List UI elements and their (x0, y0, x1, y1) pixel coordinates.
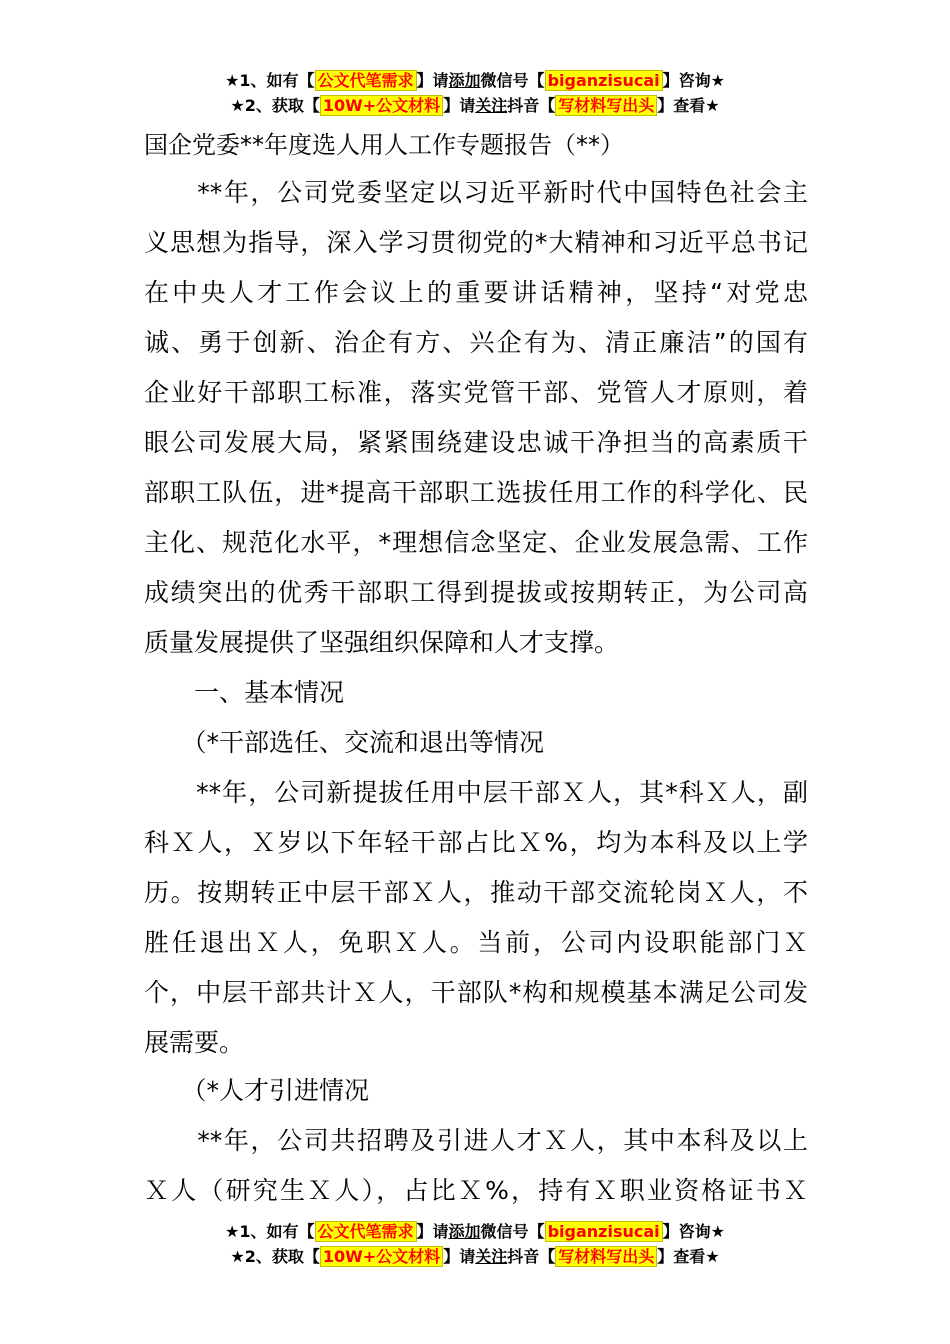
body-line: 诚、勇于创新、治企有方、兴企有为、清正廉洁”的国有 (144, 328, 808, 357)
banner-underlined-text: 添加 (448, 1222, 481, 1241)
banner-highlight: 公文代笔需求 (315, 70, 417, 91)
body-line: 部职工队伍，进*提高干部职工选拔任用工作的科学化、民 (144, 478, 808, 507)
banner-highlight: 写材料写出头 (555, 95, 657, 116)
body-line: 个，中层干部共计Ｘ人，干部队*构和规模基本满足公司发 (144, 978, 808, 1007)
banner-highlight: 公文代笔需求 (315, 1221, 417, 1242)
banner-text: 】请 (416, 1222, 449, 1241)
banner-text: 】请 (416, 71, 449, 90)
subsection-heading: （*干部选任、交流和退出等情况 (144, 728, 545, 757)
banner-text: 】查看★ (657, 96, 720, 115)
banner-line-2 (0, 93, 950, 118)
banner-highlight: 10W+公文材料 (320, 1246, 443, 1267)
body-line: 质量发展提供了坚强组织保障和人才支撑。 (144, 628, 620, 657)
banner-highlight: 10W+公文材料 (320, 95, 443, 116)
banner-text: 】咨询★ (662, 1222, 725, 1241)
body-line: 义思想为指导，深入学习贯彻党的*大精神和习近平总书记 (144, 228, 808, 257)
banner-text: ★2、获取【 (230, 96, 320, 115)
banner-underlined-text: 关注 (475, 96, 508, 115)
banner-highlight: biganzisucai (545, 70, 663, 91)
body-line: **年，公司新提拔任用中层干部Ｘ人，其*科Ｘ人，副 (144, 778, 808, 807)
body-line: 在中央人才工作会议上的重要讲话精神，坚持“对党忠 (144, 278, 808, 307)
banner-text: 微信号【 (480, 1222, 545, 1241)
section-heading: 一、基本情况 (144, 678, 345, 707)
body-line: 成绩突出的优秀干部职工得到提拔或按期转正，为公司高 (144, 578, 808, 607)
body-line: 历。按期转正中层干部Ｘ人，推动干部交流轮岗Ｘ人，不 (144, 878, 808, 907)
banner-text: ★1、如有【 (225, 1222, 315, 1241)
top-banner (0, 68, 950, 118)
body-line: 展需要。 (144, 1028, 245, 1057)
banner-text: 微信号【 (480, 71, 545, 90)
body-line: 企业好干部职工标准，落实党管干部、党管人才原则，着 (144, 378, 808, 407)
banner-underlined-text: 关注 (475, 1247, 508, 1266)
banner-line-2 (0, 1244, 950, 1269)
banner-text: 抖音【 (507, 96, 556, 115)
banner-text: 】查看★ (657, 1247, 720, 1266)
banner-text: 】请 (443, 1247, 476, 1266)
subsection-heading: （*人才引进情况 (144, 1076, 370, 1105)
banner-line-1 (0, 1219, 950, 1244)
banner-highlight: biganzisucai (545, 1221, 663, 1242)
banner-underlined-text: 添加 (448, 71, 481, 90)
document-title: 国企党委**年度选人用人工作专题报告（**） (144, 131, 624, 159)
banner-text: ★2、获取【 (230, 1247, 320, 1266)
banner-highlight: 写材料写出头 (555, 1246, 657, 1267)
body-line: 科Ｘ人，Ｘ岁以下年轻干部占比Ｘ%，均为本科及以上学 (144, 828, 808, 857)
banner-line-1 (0, 68, 950, 93)
banner-text: 抖音【 (507, 1247, 556, 1266)
body-line: 主化、规范化水平，*理想信念坚定、企业发展急需、工作 (144, 528, 808, 557)
body-line: 眼公司发展大局，紧紧围绕建设忠诚干净担当的高素质干 (144, 428, 808, 457)
body-line: **年，公司共招聘及引进人才Ｘ人，其中本科及以上 (144, 1126, 808, 1155)
bottom-banner (0, 1219, 950, 1269)
body-line: Ｘ人（研究生Ｘ人），占比Ｘ%，持有Ｘ职业资格证书Ｘ (144, 1176, 808, 1205)
banner-text: 】咨询★ (662, 71, 725, 90)
body-line: 胜任退出Ｘ人，免职Ｘ人。当前，公司内设职能部门Ｘ (144, 928, 808, 957)
banner-text: 】请 (443, 96, 476, 115)
body-line: **年，公司党委坚定以习近平新时代中国特色社会主 (144, 178, 808, 207)
banner-text: ★1、如有【 (225, 71, 315, 90)
